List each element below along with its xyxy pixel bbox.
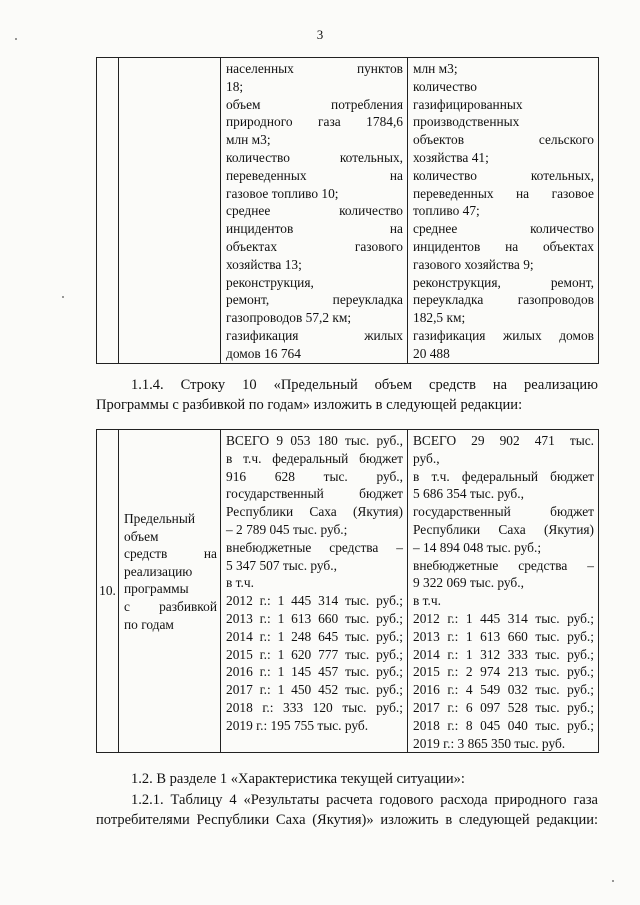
text-line: 2018 г.: 8 045 040 тыс. руб.; [413,717,594,733]
text-line: руб., [413,450,440,466]
table1-new-text [408,58,598,363]
text-line: инцидентов на [226,221,403,237]
text-line: 5 686 354 тыс. руб., [413,486,524,502]
text-line: в т.ч. федеральный бюджет [226,450,403,466]
text-line: газифицированных [413,96,523,112]
text-line: 9 322 069 тыс. руб., [413,575,524,591]
text-line: 182,5 км; [413,310,466,326]
text-line: объем [124,528,159,544]
table1-label-cell [119,58,221,364]
text-line: количество котельных, [413,167,594,183]
text-line: количество котельных, [226,149,403,165]
text-line: количество [413,78,477,94]
scan-speck [62,296,64,298]
text-line: газопроводов 57,2 км; [226,310,352,326]
table1-new-text-cell [408,58,599,364]
paragraph-1-2-1-line1: 1.2.1. Таблицу 4 «Результаты расчета годового расхода природного газа [131,792,598,808]
text-line: 2015 г.: 1 620 777 тыс. руб.; [226,646,403,662]
text-line: хозяйства 41; [413,149,489,165]
text-line: газификация жилых домов [413,327,594,343]
text-line: реконструкция, ремонт, [413,274,594,290]
text-line: 2012 г.: 1 445 314 тыс. руб.; [413,610,594,626]
text-line: среднее количество [226,203,403,219]
page-number: 3 [316,27,324,42]
text-line: средств на [124,546,217,562]
text-line: в т.ч. [413,593,441,609]
text-line: 5 347 507 тыс. руб., [226,557,337,573]
text-line: реконструкция, [226,274,314,290]
text-line: 18; [226,78,244,94]
text-line: Республики Саха (Якутия) [413,521,594,537]
scan-speck [612,880,614,882]
text-line: домов 16 764 [226,345,301,361]
text-line: Предельный [124,511,196,526]
text-line: 2017 г.: 1 450 452 тыс. руб.; [226,682,403,698]
text-line: среднее количество [413,221,594,237]
text-line: природного газа 1784,6 [226,114,403,130]
row-label-cell [119,430,221,753]
row-10-table [96,429,599,753]
paragraph-1-1-4-line1: 1.1.4. Строку 10 «Предельный объем средств на реализацию [131,377,598,393]
text-line: по годам [124,616,174,632]
text-line: газового хозяйства 9; [413,256,534,272]
text-line: ВСЕГО 9 053 180 тыс. руб., [226,433,403,448]
text-line: газовое топливо 10; [226,185,339,201]
text-line: 20 488 [413,345,450,361]
text-line: внебюджетные средства – [226,539,403,555]
text-line: 2017 г.: 6 097 528 тыс. руб.; [413,699,594,715]
table1-old-text-cell [221,58,408,364]
table1-number-cell [97,58,119,364]
text-line: объектов сельского [413,132,594,148]
text-line: 2014 г.: 1 312 333 тыс. руб.; [413,646,594,662]
text-line: 2019 г.: 195 755 тыс. руб. [226,717,369,733]
text-line: объектах газового [226,238,403,254]
row-number-cell [97,430,119,753]
text-line: 2012 г.: 1 445 314 тыс. руб.; [226,593,403,609]
text-line: 2019 г.: 3 865 350 тыс. руб. [413,735,566,751]
text-line: 2016 г.: 4 549 032 тыс. руб.; [413,682,594,698]
row-label [119,430,220,633]
table1-old-text [221,58,407,363]
text-line: – 14 894 048 тыс. руб.; [413,539,542,555]
row-number: 10. [99,583,116,599]
text-line: 2015 г.: 2 974 213 тыс. руб.; [413,664,594,680]
text-line: производственных [413,114,520,130]
text-line: млн м3; [413,61,458,76]
text-line: млн м3; [226,132,271,148]
paragraph-1-2-1-line2: потребителями Республики Саха (Якутия)» изложить в следующей редакции: [96,812,598,828]
text-line: внебюджетные средства – [413,557,594,573]
text-line: 916 628 тыс. руб., [226,468,403,484]
text-line: программы [124,581,189,597]
table2-new-text [408,430,598,752]
table2-new-text-cell [408,430,599,753]
text-line: в т.ч. федеральный бюджет [413,468,594,484]
text-line: 2014 г.: 1 248 645 тыс. руб.; [226,628,403,644]
text-line: инцидентов на объектах [413,238,594,254]
text-line: 2013 г.: 1 613 660 тыс. руб.; [226,610,403,626]
text-line: реализацию [124,563,193,579]
table2-old-text-cell [221,430,408,753]
text-line: газификация жилых [226,327,403,343]
text-line: государственный бюджет [226,486,403,502]
text-line: объем потребления [226,96,403,112]
text-line: переведенных на [226,167,403,183]
text-line: топливо 47; [413,203,480,219]
text-line: – 2 789 045 тыс. руб.; [226,521,348,537]
paragraph-1-2: 1.2. В разделе 1 «Характеристика текущей ситуации»: [131,771,465,787]
text-line: 2016 г.: 1 145 457 тыс. руб.; [226,664,403,680]
text-line: хозяйства 13; [226,256,302,272]
paragraph-1-1-4-line2: Программы с разбивкой по годам» изложить в следующей редакции: [96,397,523,413]
text-line: переукладка газопроводов [413,292,594,308]
text-line: ремонт, переукладка [226,292,403,308]
text-line: 2018 г.: 333 120 тыс. руб.; [226,699,403,715]
text-line: Республики Саха (Якутия) [226,504,403,520]
text-line: переведенных на газовое [413,185,594,201]
text-line: 2013 г.: 1 613 660 тыс. руб.; [413,628,594,644]
text-line: в т.ч. [226,575,254,591]
text-line: ВСЕГО 29 902 471 тыс. [413,433,594,448]
text-line: государственный бюджет [413,504,594,520]
scan-speck [15,38,17,40]
table2-old-text [221,430,407,735]
text-line: населенных пунктов [226,61,403,76]
text-line: с разбивкой [124,598,217,614]
indicators-table-continuation [96,57,599,364]
